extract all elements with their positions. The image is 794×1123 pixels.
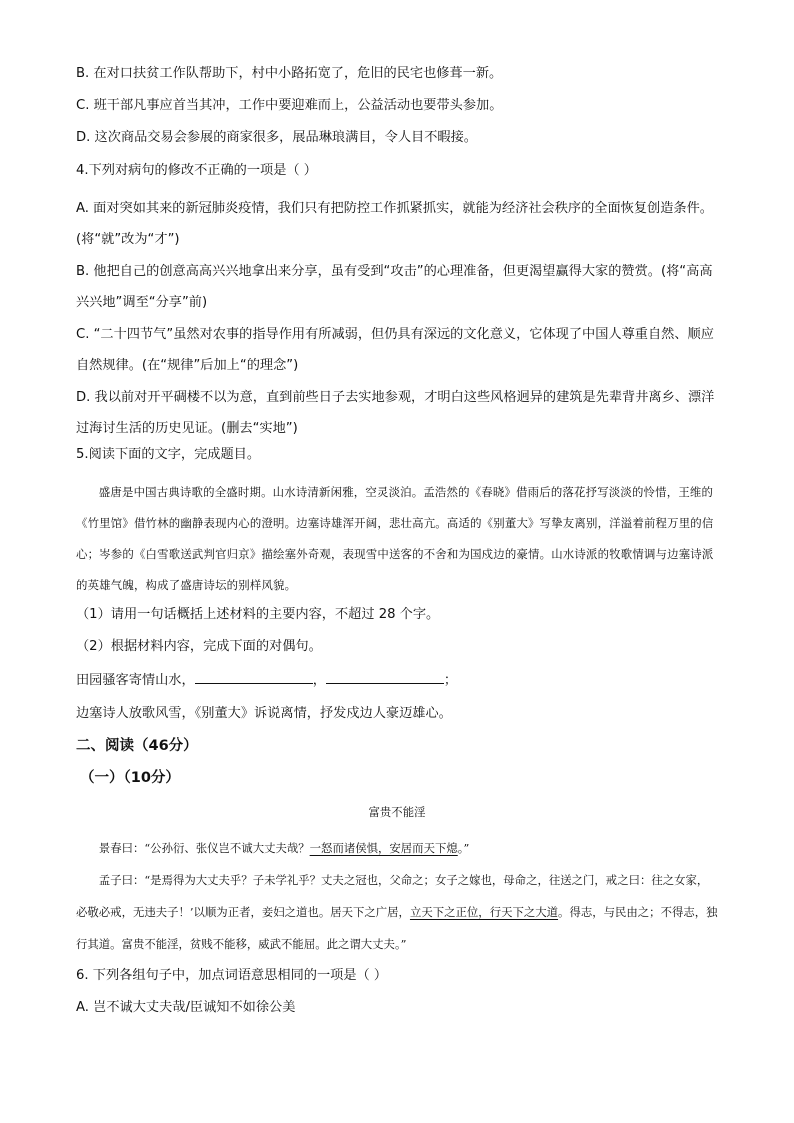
classical-para-1 <box>76 832 718 864</box>
couplet-1-end: ； <box>443 673 458 689</box>
section-part-title: （一）（10分） <box>80 769 180 786</box>
q5-stem: 5.阅读下面的文字，完成题目。 <box>76 446 261 462</box>
couplet-1-start: 田园骚客寄情山水， <box>76 673 195 689</box>
underlined-sentence-1: 一怒而诸侯惧，安居而天下熄 <box>309 840 458 855</box>
q6-option-a: A. 岂不诚大丈夫哉/臣诚知不如徐公美 <box>76 999 296 1015</box>
q5-sub1: （1）请用一句话概括上述材料的主要内容，不超过 28 个字。 <box>76 606 440 622</box>
q4-stem: 4.下列对病句的修改不正确的一项是（ ） <box>76 162 317 178</box>
q4-option-b: B. 他把自己的创意高高兴兴地拿出来分享，虽有受到“攻击”的心理准备，但更渴望赢得大家的赞赏。(将“高高兴兴地”调至“分享”前) <box>76 263 713 310</box>
q4-option-d: D. 我以前对开平碉楼不以为意，直到前些日子去实地参观，才明白这些风格迥异的建筑是先辈背井离乡、漂洋过海讨生活的历史见证。(删去“实地”) <box>76 389 715 436</box>
couplet-1-mid: ， <box>312 673 326 689</box>
answer-blank-1[interactable] <box>195 669 313 684</box>
q5-couplet-1 <box>76 669 718 691</box>
q5-passage: 盛唐是中国古典诗歌的全盛时期。山水诗清新闲雅，空灵淡泊。孟浩然的《春晓》借雨后的落花抒写淡淡的怜惜，王维的《竹里馆》借竹林的幽静表现内心的澄明。边塞诗雄浑开阔，悲壮高亢。高适的《别董大》写挚友离别，洋溢着前程万里的信心；岑参的《白雪歌送武判官归京》描绘塞外奇观，表现雪中送客的不舍和为国戍边的豪情。山水诗派的牧歌情调与边塞诗派的英雄气魄，构成了盛唐诗坛的别样风貌。 <box>76 484 714 592</box>
q5-sub2: （2）根据材料内容，完成下面的对偶句。 <box>76 639 322 655</box>
classical-para-2 <box>76 864 718 960</box>
q3-option-d: D. 这次商品交易会参展的商家很多，展品琳琅满目，令人目不暇接。 <box>76 130 477 146</box>
q3-option-c: C. 班干部凡事应首当其冲，工作中要迎难而上，公益活动也要带头参加。 <box>76 98 503 114</box>
q6-stem: 6. 下列各组句子中，加点词语意思相同的一项是（ ） <box>76 967 388 983</box>
classical-p2-text: 孟子曰：“是焉得为大丈夫乎？子未学礼乎？丈夫之冠也，父命之；女子之嫁也，母命之，往送之门，戒之曰：往之女家，必敬必戒，无违夫子！’以顺为正者，妾妇之道也。居天下之广居， <box>76 872 709 919</box>
q5-couplet-2: 边塞诗人放歌风雪，《别董大》诉说离情，抒发戍边人豪迈雄心。 <box>76 705 452 721</box>
q4-option-a: A. 面对突如其来的新冠肺炎疫情，我们只有把防控工作抓紧抓实，就能为经济社会秩序的全面恢复创造条件。(将“就”改为“才”) <box>76 200 713 247</box>
classical-title: 富贵不能淫 <box>368 804 426 819</box>
underlined-sentence-2: 立天下之正位，行天下之大道 <box>409 904 559 919</box>
classical-p1-end: 。” <box>457 840 470 855</box>
classical-p1-text: 景春曰：“公孙衍、张仪岂不诚大丈夫哉？ <box>98 840 310 855</box>
section-title: 二、阅读（46分） <box>76 737 198 754</box>
classical-p2-end: 。得志，与民由之；不得志，独行其道。富贵不能淫，贫贱不能移，威武不能屈。此之谓大丈夫。” <box>76 904 718 951</box>
answer-blank-2[interactable] <box>326 669 444 684</box>
q4-option-c: C. “二十四节气”虽然对农事的指导作用有所减弱，但仍具有深远的文化意义，它体现了中国人尊重自然、顺应自然规律。(在“规律”后加上“的理念”) <box>76 326 714 373</box>
q3-option-b: B. 在对口扶贫工作队帮助下，村中小路拓宽了，危旧的民宅也修葺一新。 <box>76 66 503 81</box>
